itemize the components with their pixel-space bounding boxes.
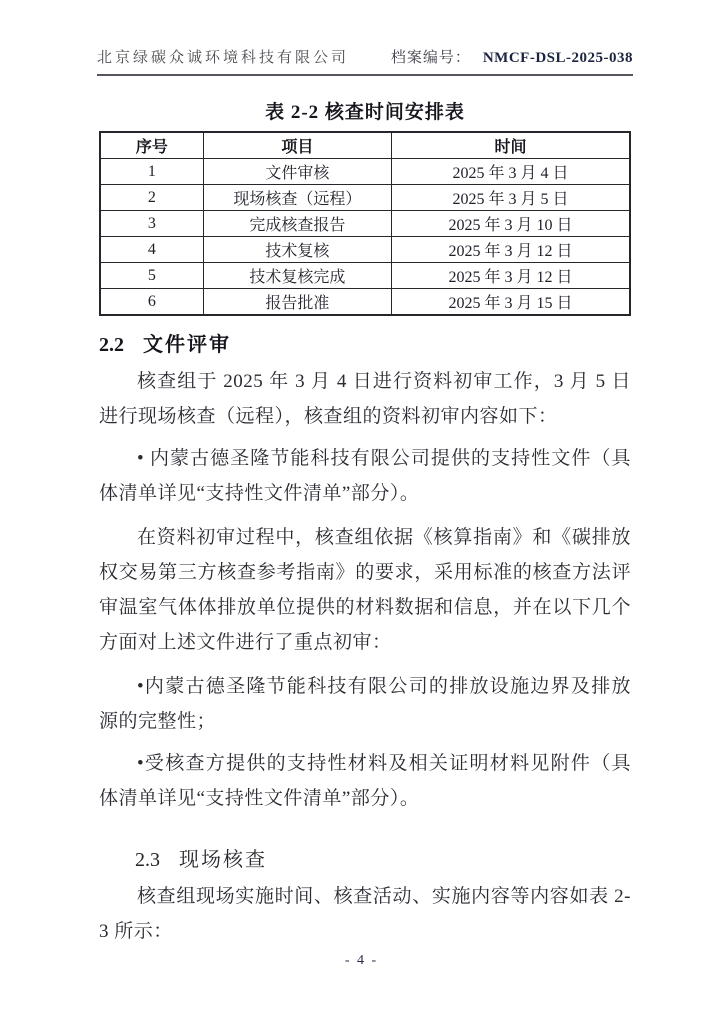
cell-item: 完成核查报告 xyxy=(203,211,391,237)
document-body xyxy=(99,97,631,949)
bullet-supporting-materials: •受核查方提供的支持性材料及相关证明材料见附件（具体清单详见“支持性文件清单”部分）。 xyxy=(99,753,631,809)
cell-no: 1 xyxy=(100,159,203,185)
table-row xyxy=(100,289,630,316)
bullet-boundary-completeness: •内蒙古德圣隆节能科技有限公司的排放设施边界及排放源的完整性； xyxy=(99,676,631,732)
cell-item: 报告批准 xyxy=(203,289,391,316)
section-number: 2.2 xyxy=(99,334,124,356)
column-header-time: 时间 xyxy=(391,132,630,159)
section-heading-2-3 xyxy=(135,843,631,872)
table-header-row xyxy=(100,132,630,159)
table-caption: 表 2-2 核查时间安排表 xyxy=(265,102,465,123)
table-row xyxy=(100,237,630,263)
column-header-item: 项目 xyxy=(203,132,391,159)
page-header xyxy=(97,46,633,76)
doc-number-label: 档案编号： xyxy=(390,50,471,66)
cell-no: 5 xyxy=(100,263,203,289)
header-doc-number xyxy=(391,46,633,67)
cell-no: 6 xyxy=(100,289,203,316)
bullet-supporting-documents: • 内蒙古德圣隆节能科技有限公司提供的支持性文件（具体清单详见“支持性文件清单”部分）。 xyxy=(99,448,631,504)
doc-number-value: NMCF-DSL-2025-038 xyxy=(482,50,633,66)
cell-time: 2025 年 3 月 12 日 xyxy=(391,263,630,289)
section-number: 2.3 xyxy=(135,849,160,871)
table-row xyxy=(100,185,630,211)
table-row xyxy=(100,263,630,289)
cell-item: 现场核查（远程） xyxy=(203,185,391,211)
cell-no: 3 xyxy=(100,211,203,237)
cell-no: 2 xyxy=(100,185,203,211)
paragraph-review-process: 在资料初审过程中，核查组依据《核算指南》和《碳排放权交易第三方核查参考指南》的要求，采用标准的核查方法评审温室气体体排放单位提供的材料数据和信息，并在以下几个方面对上述文件进行了重点初审： xyxy=(99,527,631,653)
verification-schedule-table xyxy=(99,131,631,316)
page-number: - 4 - xyxy=(344,953,379,968)
cell-time: 2025 年 3 月 12 日 xyxy=(391,237,630,263)
cell-item: 技术复核 xyxy=(203,237,391,263)
cell-time: 2025 年 3 月 15 日 xyxy=(391,289,630,316)
section-title: 文件评审 xyxy=(143,334,231,356)
header-company-name: 北京绿碳众诚环境科技有限公司 xyxy=(97,50,350,66)
cell-time: 2025 年 3 月 10 日 xyxy=(391,211,630,237)
column-header-no: 序号 xyxy=(100,132,203,159)
paragraph-intro-review: 核查组于 2025 年 3 月 4 日进行资料初审工作，3 月 5 日进行现场核查（远程），核查组的资料初审内容如下： xyxy=(99,371,631,427)
section-title: 现场核查 xyxy=(179,849,267,871)
paragraph-onsite-verification: 核查组现场实施时间、核查活动、实施内容等内容如表 2-3 所示： xyxy=(99,886,631,942)
cell-item: 技术复核完成 xyxy=(203,263,391,289)
table-row xyxy=(100,159,630,185)
cell-item: 文件审核 xyxy=(203,159,391,185)
cell-time: 2025 年 3 月 4 日 xyxy=(391,159,630,185)
cell-no: 4 xyxy=(100,237,203,263)
table-row xyxy=(100,211,630,237)
section-heading-2-2 xyxy=(99,328,631,357)
cell-time: 2025 年 3 月 5 日 xyxy=(391,185,630,211)
